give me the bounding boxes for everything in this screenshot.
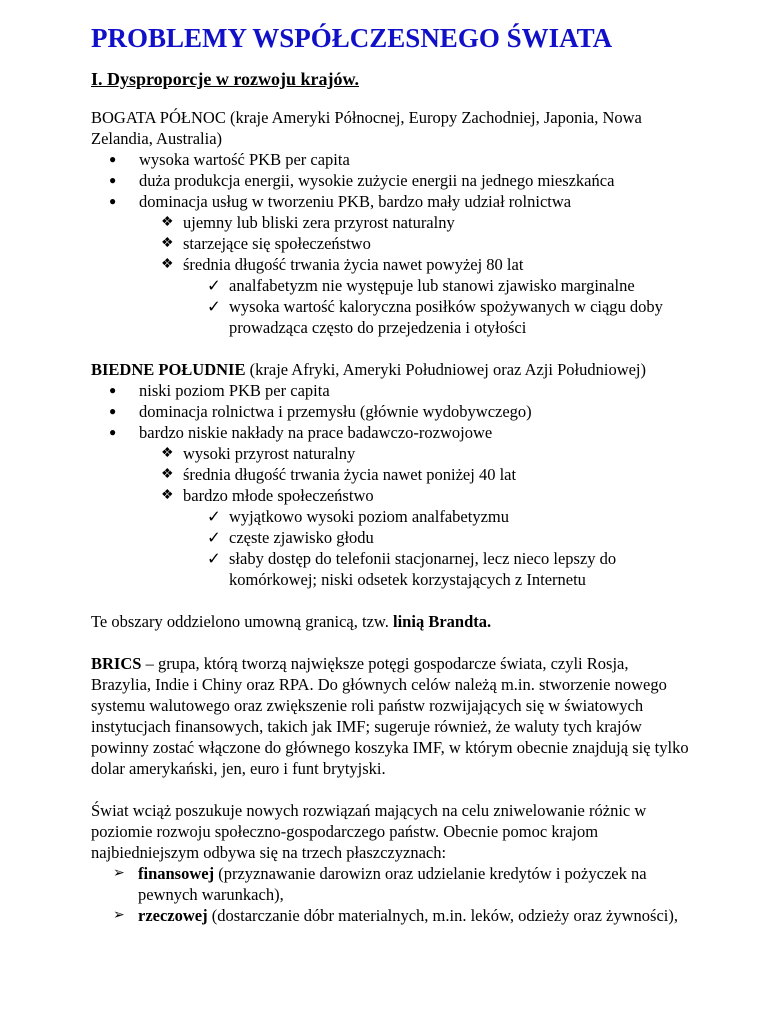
rich-north-checks bbox=[91, 275, 691, 338]
list-item-text: wysoki przyrost naturalny bbox=[183, 444, 356, 463]
list-item-text: niski poziom PKB per capita bbox=[139, 381, 330, 400]
arrow-icon: ➢ bbox=[113, 908, 125, 923]
list-item-text: analfabetyzm nie występuje lub stanowi zjawisko marginalne bbox=[229, 276, 635, 295]
poor-south-bullets bbox=[91, 380, 691, 443]
brics-text: – grupa, którą tworzą największe potęgi gospodarcze świata, czyli Rosja, Brazylia, Indie i Chiny oraz RPA. Do głównych celów należą m.in. stworzenie nowego systemu walutowego oraz zwiększenie roli państw rozwijających się w światowych instytucjach finansowych, takich jak IMF; sugeruje również, że waluty tych krajów powinny zostać włączone do głównego koszyka IMF, w którym obecnie znajdują się tylko dolar amerykański, jen, euro i funt brytyjski. bbox=[91, 654, 689, 778]
list-item-text: duża produkcja energii, wysokie zużycie energii na jednego mieszkańca bbox=[139, 171, 615, 190]
list-item bbox=[91, 548, 691, 590]
list-item bbox=[91, 422, 691, 443]
check-icon: ✓ bbox=[207, 549, 221, 568]
bullet-icon: ● bbox=[109, 425, 117, 439]
poor-south-paragraph bbox=[91, 359, 691, 380]
list-item-text: dominacja rolnictwa i przemysłu (głównie wydobywczego) bbox=[139, 402, 532, 421]
list-item bbox=[91, 464, 691, 485]
check-icon: ✓ bbox=[207, 507, 221, 526]
page-title: PROBLEMY WSPÓŁCZESNEGO ŚWIATA bbox=[91, 23, 613, 53]
list-item bbox=[91, 212, 691, 233]
list-item bbox=[91, 401, 691, 422]
list-item bbox=[91, 233, 691, 254]
bullet-icon: ● bbox=[109, 383, 117, 397]
aid-item-text: (dostarczanie dóbr materialnych, m.in. leków, odzieży oraz żywności), bbox=[207, 906, 678, 925]
list-item bbox=[91, 905, 691, 926]
list-item-text: średnia długość trwania życia nawet poniżej 40 lat bbox=[183, 465, 517, 484]
aid-list bbox=[91, 863, 691, 926]
diamond-icon: ❖ bbox=[161, 215, 174, 230]
list-item bbox=[91, 254, 691, 275]
poor-south-checks bbox=[91, 506, 691, 590]
list-item bbox=[91, 443, 691, 464]
list-item bbox=[91, 863, 691, 905]
bullet-icon: ● bbox=[109, 173, 117, 187]
bullet-icon: ● bbox=[109, 404, 117, 418]
section-heading: I. Dysproporcje w rozwoju krajów. bbox=[91, 69, 359, 89]
aid-item-bold: rzeczowej bbox=[138, 906, 208, 925]
list-item-text: częste zjawisko głodu bbox=[229, 528, 374, 547]
poor-south-lead: BIEDNE POŁUDNIE bbox=[91, 360, 246, 379]
list-item bbox=[91, 275, 691, 296]
bullet-icon: ● bbox=[109, 194, 117, 208]
list-item-text: słaby dostęp do telefonii stacjonarnej, lecz nieco lepszy do komórkowej; niski odsetek korzystających z Internetu bbox=[229, 549, 617, 589]
bullet-icon: ● bbox=[109, 152, 117, 166]
list-item bbox=[91, 170, 691, 191]
list-item bbox=[91, 296, 691, 338]
brandt-paragraph bbox=[91, 611, 691, 632]
diamond-icon: ❖ bbox=[161, 467, 174, 482]
aid-item-text: (przyznawanie darowizn oraz udzielanie kredytów i pożyczek na pewnych warunkach), bbox=[138, 864, 647, 904]
list-item bbox=[91, 527, 691, 548]
rich-north-diamonds bbox=[91, 212, 691, 275]
brics-lead: BRICS bbox=[91, 654, 142, 673]
list-item bbox=[91, 380, 691, 401]
list-item bbox=[91, 149, 691, 170]
brics-paragraph bbox=[91, 653, 691, 779]
list-item-text: dominacja usług w tworzeniu PKB, bardzo mały udział rolnictwa bbox=[139, 192, 572, 211]
rich-north-lead: BOGATA PÓŁNOC bbox=[91, 108, 226, 127]
document-body bbox=[91, 107, 691, 926]
list-item-text: ujemny lub bliski zera przyrost naturalny bbox=[183, 213, 455, 232]
list-item-text: starzejące się społeczeństwo bbox=[183, 234, 371, 253]
brandt-text: Te obszary oddzielono umowną granicą, tzw. bbox=[91, 612, 394, 631]
diamond-icon: ❖ bbox=[161, 488, 174, 503]
poor-south-text: (kraje Afryki, Ameryki Południowej oraz Azji Południowej) bbox=[245, 360, 647, 379]
aid-item-bold: finansowej bbox=[138, 864, 215, 883]
list-item bbox=[91, 506, 691, 527]
list-item bbox=[91, 191, 691, 212]
rich-north-paragraph bbox=[91, 107, 691, 149]
list-item bbox=[91, 485, 691, 506]
diamond-icon: ❖ bbox=[161, 236, 174, 251]
poor-south-diamonds bbox=[91, 443, 691, 506]
list-item-text: średnia długość trwania życia nawet powyżej 80 lat bbox=[183, 255, 524, 274]
diamond-icon: ❖ bbox=[161, 257, 174, 272]
list-item-text: wysoka wartość PKB per capita bbox=[139, 150, 350, 169]
aid-paragraph: Świat wciąż poszukuje nowych rozwiązań mających na celu zniwelowanie różnic w poziomie rozwoju społeczno-gospodarczego państw. Obecnie pomoc krajom najbiedniejszym odbywa się na trzech płaszczyznach: bbox=[91, 801, 647, 862]
list-item-text: wyjątkowo wysoki poziom analfabetyzmu bbox=[229, 507, 509, 526]
diamond-icon: ❖ bbox=[161, 446, 174, 461]
list-item-text: wysoka wartość kaloryczna posiłków spożywanych w ciągu doby prowadząca często do przejedzenia i otyłości bbox=[229, 297, 663, 337]
check-icon: ✓ bbox=[207, 297, 221, 316]
list-item-text: bardzo niskie nakłady na prace badawczo-rozwojowe bbox=[139, 423, 493, 442]
check-icon: ✓ bbox=[207, 528, 221, 547]
rich-north-bullets bbox=[91, 149, 691, 212]
brandt-bold: linią Brandta. bbox=[393, 612, 492, 631]
list-item-text: bardzo młode społeczeństwo bbox=[183, 486, 374, 505]
rich-north-text: (kraje Ameryki Północnej, Europy Zachodniej, Japonia, Nowa Zelandia, Australia) bbox=[91, 108, 642, 148]
arrow-icon: ➢ bbox=[113, 866, 125, 881]
check-icon: ✓ bbox=[207, 276, 221, 295]
